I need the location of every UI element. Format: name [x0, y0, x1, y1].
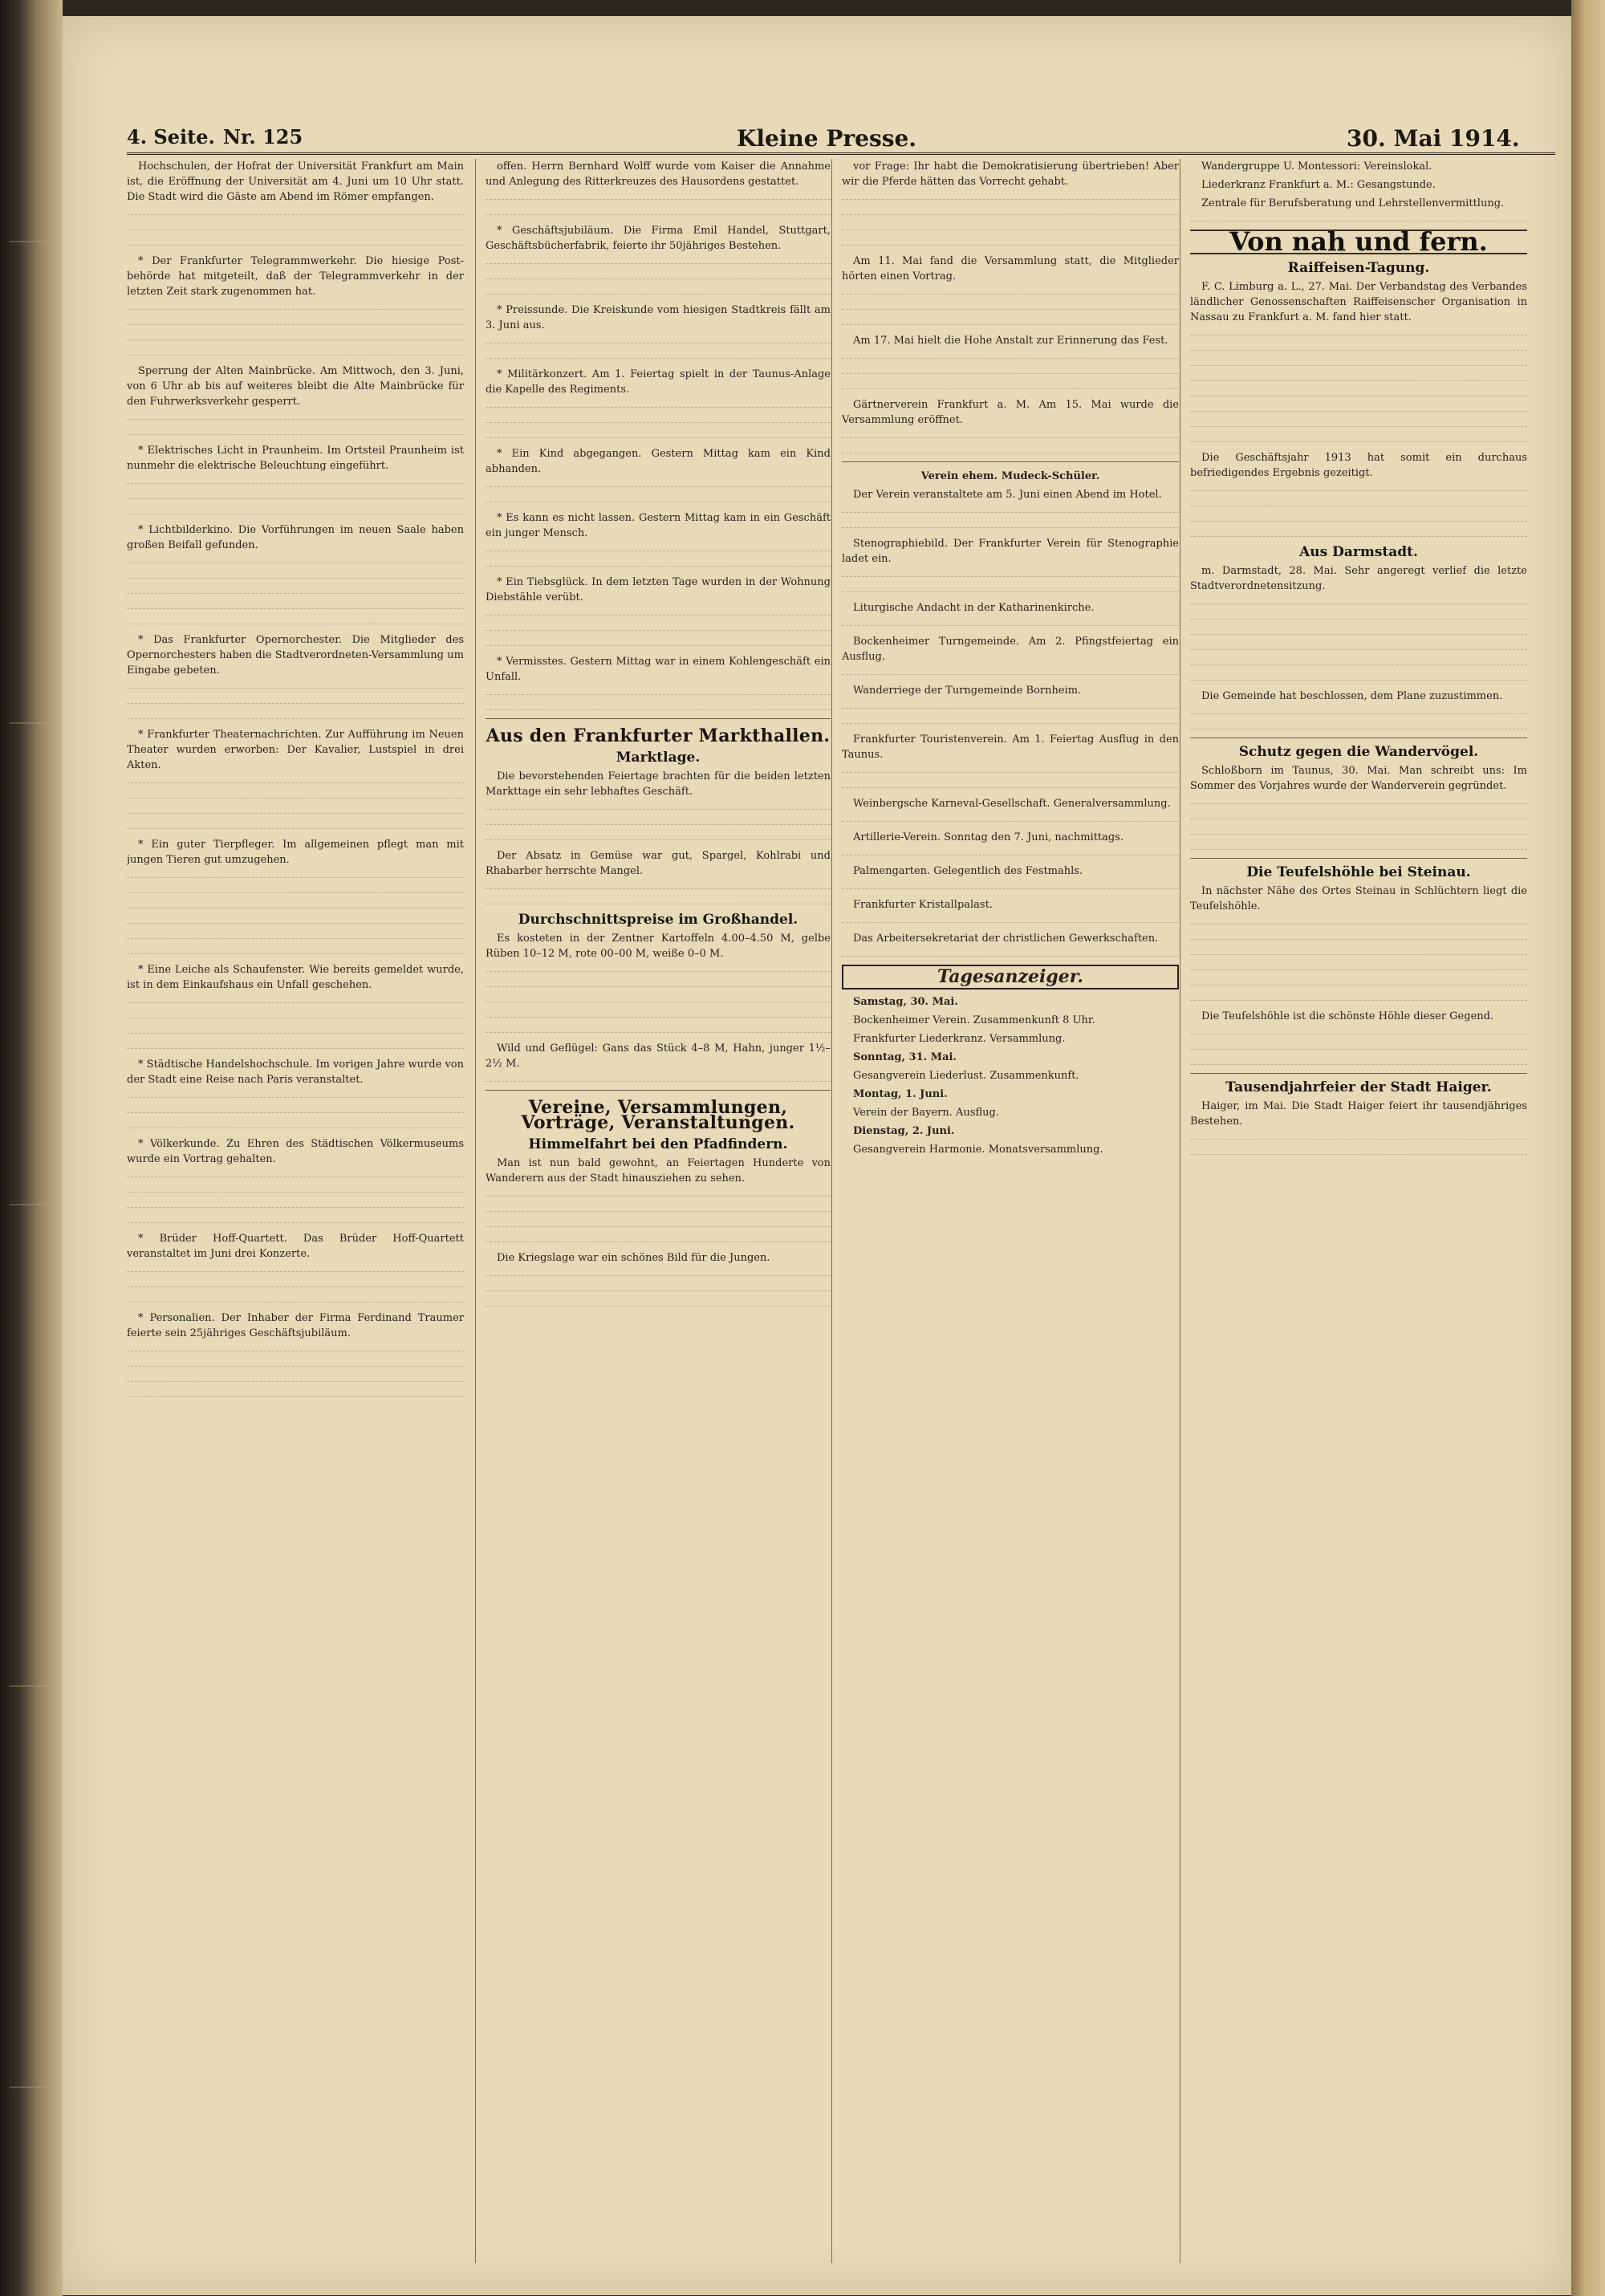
newspaper-page — [63, 16, 1571, 2295]
article-paragraph: * Es kann es nicht lassen. Gestern Mittag kam in ein Geschäft ein junger Mensch. — [486, 512, 831, 539]
article-paragraph: Die Teufelshöhle ist die schönste Höhle dieser Gegend. — [1201, 1010, 1494, 1022]
article-paragraph: Frankfurter Touristenverein. Am 1. Feiertag Ausflug in den Taunus. — [842, 734, 1179, 761]
section-heading: Verein ehem. Mudeck-Schüler. — [920, 470, 1100, 482]
daily-announcements-box — [842, 965, 1179, 990]
article-paragraph: Hochschulen, der Hofrat der Universität Frankfurt am Main ist, die Eröffnung der Universität am 4. Juni um 10 Uhr statt. Die Stadt wird die Gäste am Abend im Römer empfangen. — [127, 161, 464, 203]
schedule-item: Gesangverein Liederlust. Zusammenkunft. — [853, 1070, 1079, 1082]
article-paragraph: Es kosteten in der Zentner Kartoffeln 4.00–4.50 M, gelbe Rüben 10–12 M, rote 00–00 M, weiße 0–0 M. — [486, 933, 831, 960]
market-heading: Aus den Frankfurter Markthallen. — [486, 725, 831, 746]
article-paragraph: Schloßborn im Taunus, 30. Mai. Man schreibt uns: Im Sommer des Vorjahres wurde der Wanderverein gegründet. — [1190, 765, 1527, 792]
article-paragraph: vor Frage: Ihr habt die Demokratisierung übertrieben! Aber wir die Pferde hätten das Vorrecht gehabt. — [842, 161, 1179, 188]
article-paragraph: Die Kriegslage war ein schönes Bild für die Jungen. — [497, 1252, 770, 1264]
next-page-edge — [1571, 0, 1605, 2296]
schutz-heading: Schutz gegen die Wandervögel. — [1238, 744, 1479, 760]
article-paragraph: * Ein Tiebsglück. In dem letzten Tage wurden in der Wohnung Diebstähle verübt. — [486, 576, 831, 603]
page-header — [127, 119, 1555, 155]
article-paragraph: * Vermisstes. Gestern Mittag war in einem Kohlengeschäft ein Unfall. — [486, 656, 831, 683]
article-paragraph: Der Verein veranstaltete am 5. Juni einen Abend im Hotel. — [853, 489, 1162, 501]
article-paragraph: * Frankfurter Theaternachrichten. Zur Aufführung im Neuen Theater wurden erworben: Der Kavalier, Lustspiel in drei Akten. — [127, 729, 464, 771]
article-paragraph: Der Absatz in Gemüse war gut, Spargel, Kohlrabi und Rhabarber herrschte Mangel. — [486, 850, 831, 877]
article-paragraph: Liederkranz Frankfurt a. M.: Gesangstunde. — [1201, 179, 1436, 191]
article-paragraph: * Militärkonzert. Am 1. Feiertag spielt in der Taunus-Anlage die Kapelle des Regiments. — [486, 368, 831, 396]
article-paragraph: Artillerie-Verein. Sonntag den 7. Juni, nachmittags. — [853, 831, 1124, 843]
article-paragraph: Das Arbeitersekretariat der christlichen Gewerkschaften. — [853, 933, 1159, 945]
article-paragraph: Am 11. Mai fand die Versammlung statt, die Mitglieder hörten einen Vortrag. — [842, 255, 1179, 282]
article-paragraph: offen. Herrn Bernhard Wolff wurde vom Kaiser die Annahme und Anlegung des Ritterkreuzes des Hausordens gestattet. — [486, 161, 831, 188]
article-paragraph: * Das Frankfurter Opernorchester. Die Mitglieder des Opernorchesters haben die Stadtverordneten-Versammlung um Eingabe gebeten. — [127, 634, 464, 677]
article-paragraph: Die bevorstehenden Feiertage brachten für die beiden letzten Markttage ein sehr lebhaftes Geschäft. — [486, 770, 831, 798]
article-paragraph: Die Gemeinde hat beschlossen, dem Plane zuzustimmen. — [1201, 690, 1503, 702]
column-2 — [475, 159, 840, 2263]
article-paragraph: * Völkerkunde. Zu Ehren des Städtischen Völkermuseums wurde ein Vortrag gehalten. — [127, 1138, 464, 1165]
article-paragraph: Palmengarten. Gelegentlich des Festmahls. — [853, 865, 1083, 877]
column-4 — [1180, 159, 1527, 2263]
section-subtitle: Raiffeisen-Tagung. — [1287, 260, 1430, 276]
article-paragraph: * Geschäftsjubiläum. Die Firma Emil Handel, Stuttgart, Geschäftsbücherfabrik, feierte ihr 50jähriges Bestehen. — [486, 225, 831, 252]
article-paragraph: F. C. Limburg a. L., 27. Mai. Der Verbandstag des Verbandes ländlicher Genossenschaften Raiffeisenscher Organisation in Nassau zu Frankfurt a. M. fand hier statt. — [1190, 281, 1527, 323]
page-label: 4. Seite. — [127, 125, 215, 148]
issue-number: Nr. 125 — [223, 125, 303, 148]
article-paragraph: Wanderriege der Turngemeinde Bornheim. — [853, 685, 1082, 697]
prices-heading: Durchschnittspreise im Großhandel. — [518, 912, 798, 928]
article-paragraph: m. Darmstadt, 28. Mai. Sehr angeregt verlief die letzte Stadtverordnetensitzung. — [1190, 565, 1527, 592]
article-paragraph: Zentrale für Berufsberatung und Lehrstellenvermittlung. — [1201, 197, 1505, 209]
darmstadt-heading: Aus Darmstadt. — [1299, 544, 1418, 560]
section-title: Von nah und fern. — [1190, 230, 1527, 254]
daily-announcements-title: Tagesanzeiger. — [937, 966, 1083, 987]
article-paragraph: Man ist nun bald gewohnt, an Feiertagen Hunderte von Wanderern aus der Stadt hinausziehen zu sehen. — [486, 1157, 831, 1185]
schedule-day: Dienstag, 2. Juni. — [853, 1125, 955, 1137]
schedule-item: Bockenheimer Verein. Zusammenkunft 8 Uhr. — [853, 1014, 1095, 1026]
article-paragraph: * Der Frankfurter Telegrammwerkehr. Die hiesige Post-behörde hat mitgeteilt, daß der Telegrammverkehr in der letzten Zeit stark zugenommen hat. — [127, 255, 464, 298]
article-paragraph: * Ein guter Tierpfleger. Im allgemeinen pflegt man mit jungen Tieren gut umzugehen. — [127, 839, 464, 866]
column-1 — [127, 159, 473, 2263]
article-paragraph: In nächster Nähe des Ortes Steinau in Schlüchtern liegt die Teufelshöhle. — [1190, 885, 1527, 912]
haiger-heading: Tausendjahrfeier der Stadt Haiger. — [1225, 1079, 1492, 1095]
article-paragraph: * Ein Kind abgegangen. Gestern Mittag kam ein Kind abhanden. — [486, 448, 831, 475]
article-paragraph: Wild und Geflügel: Gans das Stück 4–8 M, Hahn, junger 1½–2½ M. — [486, 1042, 831, 1070]
schedule-item: Verein der Bayern. Ausflug. — [853, 1107, 999, 1119]
article-paragraph: * Elektrisches Licht in Praunheim. Im Ortsteil Praunheim ist nunmehr die elektrische Beleuchtung eingeführt. — [127, 445, 464, 472]
article-paragraph: * Brüder Hoff-Quartett. Das Brüder Hoff-Quartett veranstaltet im Juni drei Konzerte. — [127, 1233, 464, 1260]
article-paragraph: Wandergruppe U. Montessori: Vereinslokal. — [1201, 161, 1432, 173]
article-paragraph: * Personalien. Der Inhaber der Firma Ferdinand Traumer feierte sein 25jähriges Geschäftsjubiläum. — [127, 1312, 464, 1339]
article-paragraph: * Städtische Handelshochschule. Im vorigen Jahre wurde von der Stadt eine Reise nach Paris veranstaltet. — [127, 1059, 464, 1086]
article-paragraph: Liturgische Andacht in der Katharinenkirche. — [853, 602, 1095, 614]
market-subheading: Marktlage. — [616, 750, 701, 766]
article-paragraph: Frankfurter Kristallpalast. — [853, 899, 993, 911]
article-paragraph: * Eine Leiche als Schaufenster. Wie bereits gemeldet wurde, ist in dem Einkaufshaus ein Unfall geschehen. — [127, 964, 464, 991]
article-paragraph: Gärtnerverein Frankfurt a. M. Am 15. Mai wurde die Versammlung eröffnet. — [842, 399, 1179, 426]
events-heading: Vereine, Versammlungen, Vorträge, Veranstaltungen. — [521, 1097, 795, 1133]
schedule-item: Frankfurter Liederkranz. Versammlung. — [853, 1033, 1066, 1045]
article-paragraph: Weinbergsche Karneval-Gesellschaft. Generalversammlung. — [853, 798, 1171, 810]
article-paragraph: * Lichtbilderkino. Die Vorführungen im neuen Saale haben großen Beifall gefunden. — [127, 524, 464, 551]
schedule-day: Sonntag, 31. Mai. — [853, 1051, 957, 1063]
teufel-heading: Die Teufelshöhle bei Steinau. — [1246, 864, 1471, 880]
events-subheading: Himmelfahrt bei den Pfadfindern. — [528, 1136, 788, 1152]
issue-date: 30. Mai 1914. — [1347, 125, 1520, 152]
article-paragraph: Stenographiebild. Der Frankfurter Verein für Stenographie ladet ein. — [842, 538, 1179, 565]
article-paragraph: Am 17. Mai hielt die Hohe Anstalt zur Erinnerung das Fest. — [853, 335, 1168, 347]
newspaper-title: Kleine Presse. — [737, 125, 917, 152]
article-paragraph: Sperrung der Alten Mainbrücke. Am Mittwoch, den 3. Juni, von 6 Uhr ab bis auf weiteres bleibt die Alte Mainbrücke für den Fuhrwerksverkehr gesperrt. — [127, 365, 464, 408]
column-3 — [831, 159, 1189, 2263]
article-paragraph: Haiger, im Mai. Die Stadt Haiger feiert ihr tausendjähriges Bestehen. — [1190, 1100, 1527, 1128]
schedule-day: Samstag, 30. Mai. — [853, 996, 958, 1008]
book-binding — [0, 0, 63, 2296]
article-paragraph: Die Geschäftsjahr 1913 hat somit ein durchaus befriedigendes Ergebnis gezeitigt. — [1190, 452, 1527, 479]
schedule-day: Montag, 1. Juni. — [853, 1088, 948, 1100]
article-paragraph: Bockenheimer Turngemeinde. Am 2. Pfingstfeiertag ein Ausflug. — [842, 636, 1179, 663]
article-paragraph: * Preissunde. Die Kreiskunde vom hiesigen Stadtkreis fällt am 3. Juni aus. — [486, 304, 831, 331]
schedule-item: Gesangverein Harmonie. Monatsversammlung. — [853, 1144, 1103, 1156]
